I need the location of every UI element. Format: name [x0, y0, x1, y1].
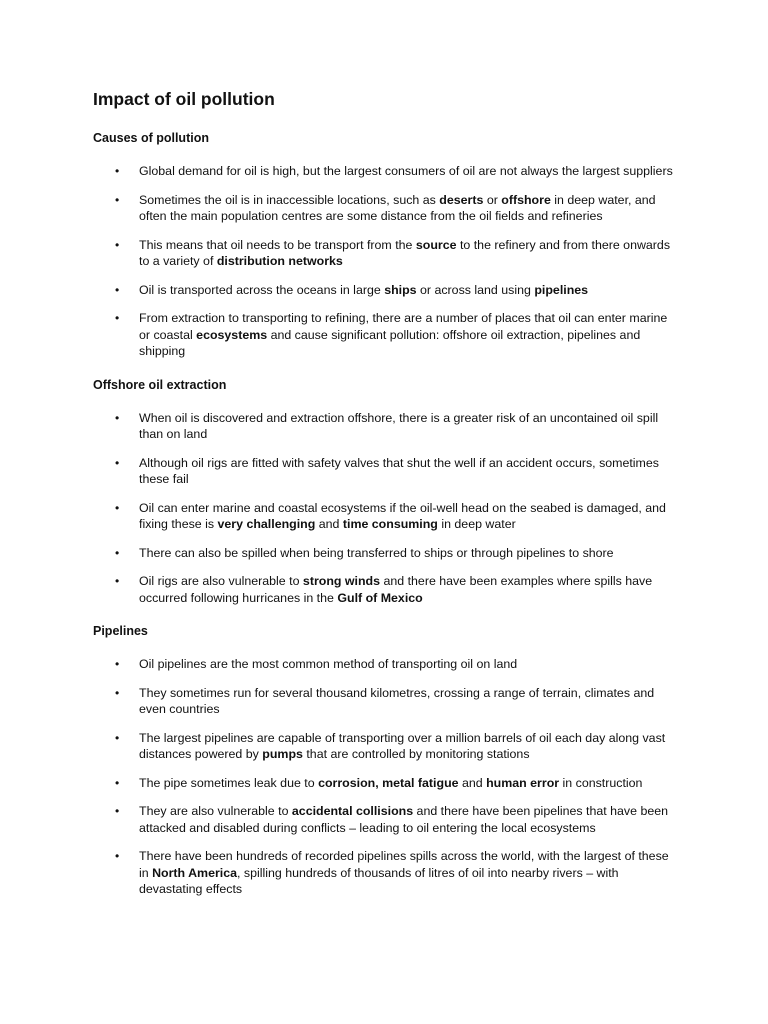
bold-term: ecosystems	[196, 327, 268, 342]
bold-term: accidental collisions	[291, 804, 414, 818]
bullet-text	[139, 193, 656, 224]
bullet-text	[139, 776, 642, 790]
text-run: Although oil rigs are fitted with safety valves that shut the well if an accident occurs, sometimes these fail	[139, 455, 659, 486]
bullet-text	[139, 574, 652, 605]
bullet-list	[93, 656, 676, 898]
list-item	[93, 685, 676, 718]
bullet-dot-icon: •	[115, 311, 120, 325]
text-run: Sometimes the oil is in inaccessible locations, such as	[139, 192, 440, 207]
text-run: and	[458, 775, 487, 790]
bullet-dot-icon: •	[115, 849, 120, 863]
text-run: They are also vulnerable to	[139, 804, 292, 818]
bold-term: human error	[486, 775, 560, 790]
text-run: When oil is discovered and extraction offshore, there is a greater risk of an uncontained oil spill than on land	[139, 410, 659, 441]
section-heading: Pipelines	[93, 624, 148, 638]
text-run: Global demand for oil is high, but the largest consumers of oil are not always the largest suppliers	[139, 164, 673, 178]
text-run: or	[483, 192, 502, 207]
bullet-text	[139, 731, 665, 762]
bold-term: corrosion, metal fatigue	[318, 775, 459, 790]
bullet-dot-icon: •	[115, 657, 120, 671]
text-run: in deep water	[437, 517, 516, 531]
list-item	[93, 310, 676, 360]
bold-term: pumps	[262, 747, 303, 761]
text-run: that are controlled by monitoring stations	[302, 747, 530, 761]
bullet-dot-icon: •	[115, 545, 120, 560]
list-item	[93, 237, 676, 270]
list-item	[93, 573, 676, 606]
list-item	[93, 775, 676, 792]
bold-term: time consuming	[342, 517, 438, 531]
bullet-text	[139, 238, 670, 269]
list-item	[93, 545, 676, 562]
text-run: and there have been examples where spills have occurred following hurricanes in the	[139, 574, 653, 605]
bullet-dot-icon: •	[115, 164, 120, 178]
list-item	[93, 192, 676, 225]
bullet-dot-icon: •	[115, 500, 120, 515]
text-run: There can also be spilled when being transferred to ships or through pipelines to shore	[139, 545, 614, 560]
bullet-text	[139, 311, 667, 358]
bullet-dot-icon: •	[115, 282, 120, 297]
bullet-dot-icon: •	[115, 192, 120, 207]
bullet-dot-icon: •	[115, 730, 120, 745]
list-item	[93, 455, 676, 488]
bold-term: offshore	[501, 192, 551, 207]
text-run: in construction	[559, 775, 643, 790]
bold-term: ships	[384, 282, 417, 297]
bullet-list	[93, 410, 676, 607]
bullet-text	[139, 164, 673, 178]
text-run: and there have been pipelines that have been attacked and disabled during conflicts – leading to oil entering the local ecosystems	[139, 804, 669, 835]
section-heading: Causes of pollution	[93, 131, 209, 145]
bullet-dot-icon: •	[115, 237, 120, 252]
text-run: There have been hundreds of recorded pipelines spills across the world, with the largest of these in	[139, 849, 669, 880]
text-run: Oil pipelines are the most common method of transporting oil on land	[139, 657, 518, 671]
bullet-text	[139, 501, 666, 532]
bold-term: Gulf of Mexico	[337, 590, 423, 605]
list-item	[93, 410, 676, 443]
text-run: The pipe sometimes leak due to	[139, 775, 319, 790]
bullet-dot-icon: •	[115, 574, 120, 588]
bullet-text	[139, 849, 669, 896]
bold-term: very challenging	[217, 517, 316, 531]
text-run: The largest pipelines are capable of transporting over a million barrels of oil each day along vast distances powered by	[139, 730, 666, 761]
bold-term: strong winds	[302, 574, 381, 588]
bold-term: source	[415, 237, 457, 252]
bullet-list	[93, 163, 676, 360]
text-run: From extraction to transporting to refining, there are a number of places that oil can enter marine or coastal	[139, 311, 668, 342]
bullet-dot-icon: •	[115, 455, 120, 470]
bullet-dot-icon: •	[115, 410, 120, 425]
text-run: and cause significant pollution: offshore oil extraction, pipelines and shipping	[139, 327, 641, 358]
bullet-text	[139, 804, 668, 835]
text-run: or across land using	[416, 282, 535, 297]
list-item	[93, 656, 676, 673]
text-run: They sometimes run for several thousand kilometres, crossing a range of terrain, climates and even countries	[139, 685, 655, 716]
text-run: and	[315, 517, 343, 531]
bold-term: pipelines	[534, 282, 589, 297]
bullet-text	[139, 456, 659, 487]
bullet-text	[139, 411, 658, 442]
text-run: to the refinery and from there onwards to a variety of	[139, 237, 671, 268]
section-heading: Offshore oil extraction	[93, 377, 227, 392]
text-run: in deep water, and often the main population centres are some distance from the oil fields and refineries	[139, 192, 656, 223]
list-item	[93, 500, 676, 533]
text-run: , spilling hundreds of thousands of litres of oil into nearby rivers – with devastating effects	[139, 865, 619, 896]
text-run: Oil is transported across the oceans in large	[139, 282, 385, 297]
bullet-dot-icon: •	[115, 804, 120, 818]
document-title: Impact of oil pollution	[93, 89, 275, 109]
bold-term: North America	[152, 865, 238, 880]
list-item	[93, 803, 676, 836]
list-item	[93, 848, 676, 898]
bullet-dot-icon: •	[115, 685, 120, 700]
document-body	[93, 130, 676, 898]
bold-term: distribution networks	[216, 254, 343, 268]
bold-term: deserts	[439, 192, 484, 207]
bullet-text	[139, 546, 614, 560]
text-run: Oil can enter marine and coastal ecosystems if the oil-well head on the seabed is damaged, and fixing these is	[139, 500, 666, 531]
bullet-text	[139, 686, 654, 717]
bullet-dot-icon: •	[115, 775, 120, 790]
bullet-text	[139, 283, 588, 297]
bullet-text	[139, 657, 517, 671]
text-run: Oil rigs are also vulnerable to	[139, 574, 303, 588]
text-run: This means that oil needs to be transport from the	[139, 237, 416, 252]
list-item	[93, 730, 676, 763]
list-item	[93, 163, 676, 180]
list-item	[93, 282, 676, 299]
